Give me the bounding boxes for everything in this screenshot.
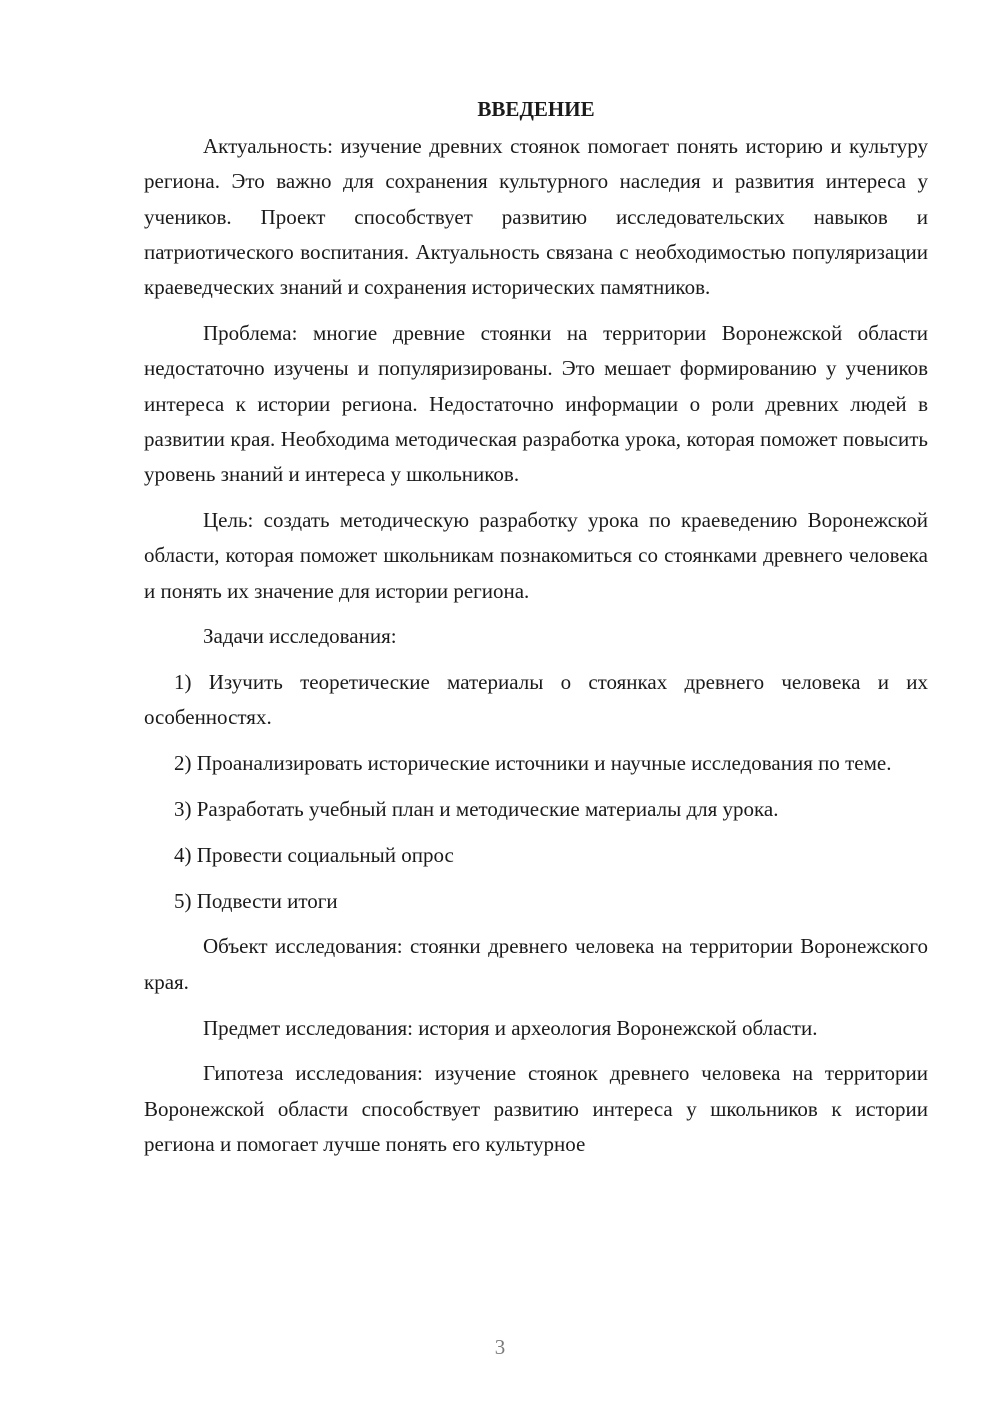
paragraph-relevance: Актуальность: изучение древних стоянок помогает понять историю и культуру региона. Это важно для сохранения культурного наследия и развития интереса у учеников. Проект способствует развитию исследовательских навыков и патриотического воспитания. Актуальность связана с необходимостью популяризации краеведческих знаний и сохранения исторических памятников.	[144, 134, 928, 300]
page-number: 3	[494, 1335, 506, 1359]
task-item-5: 5) Подвести итоги	[174, 888, 338, 913]
section-heading: ВВЕДЕНИЕ	[477, 97, 595, 121]
task-item-4: 4) Провести социальный опрос	[174, 842, 454, 867]
task-item-2: 2) Проанализировать исторические источники и научные исследования по теме.	[174, 751, 892, 776]
page-body	[144, 92, 928, 1173]
paragraph-object: Объект исследования: стоянки древнего человека на территории Воронежского края.	[144, 934, 928, 994]
task-item-3: 3) Разработать учебный план и методические материалы для урока.	[174, 797, 779, 822]
paragraph-goal: Цель: создать методическую разработку урока по краеведению Воронежской области, которая поможет школьникам познакомиться со стоянками древнего человека и понять их значение для истории региона.	[144, 507, 928, 603]
paragraph-hypothesis: Гипотеза исследования: изучение стоянок древнего человека на территории Воронежской области способствует развитию интереса у школьников к истории региона и помогает лучше понять его культурное	[144, 1061, 928, 1156]
tasks-title: Задачи исследования:	[203, 624, 397, 649]
task-item-1: 1) Изучить теоретические материалы о стоянках древнего человека и их особенностях.	[144, 670, 928, 730]
paragraph-subject: Предмет исследования: история и археология Воронежской области.	[203, 1015, 818, 1040]
paragraph-problem: Проблема: многие древние стоянки на территории Воронежской области недостаточно изучены и популяризированы. Это мешает формированию у учеников интереса к истории региона. Недостаточно информации о роли древних людей в развитии края. Необходима методическая разработка урока, которая поможет повысить уровень знаний и интереса у школьников.	[144, 320, 928, 487]
